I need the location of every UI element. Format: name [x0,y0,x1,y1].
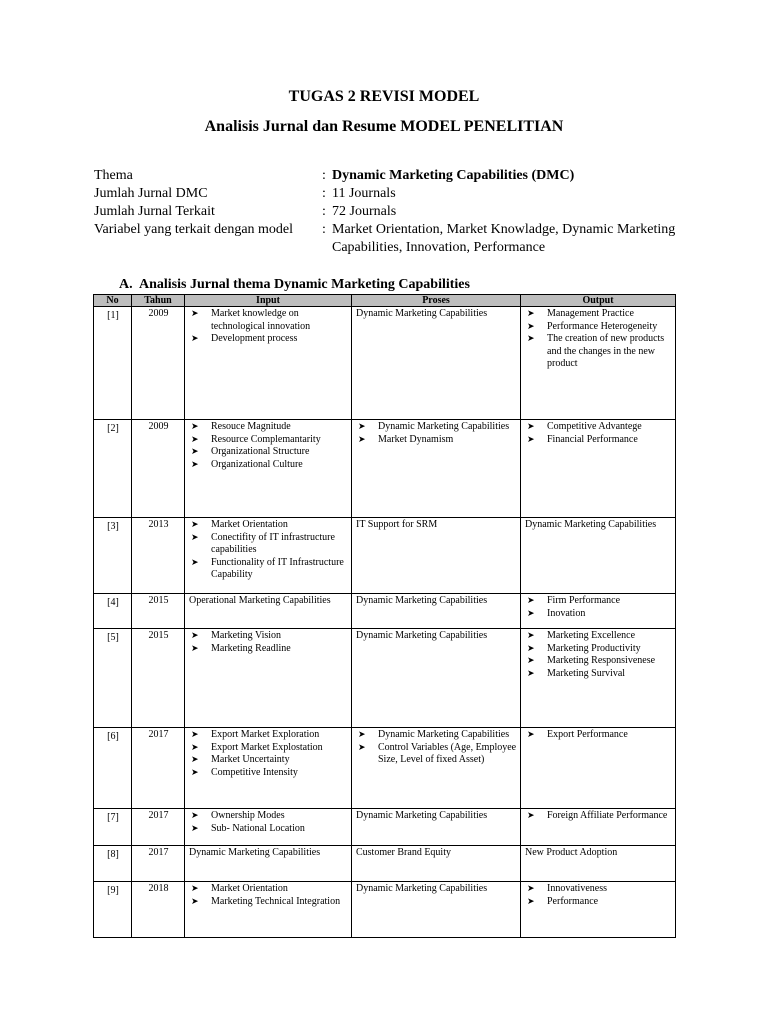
meta-separator: : [322,222,326,237]
cell-process-text: IT Support for SRM [356,519,438,530]
cell-year: 2017 [132,728,185,809]
cell-input [185,629,352,728]
list-item-text: Marketing Excellence [547,630,636,641]
cell-year: 2015 [132,629,185,728]
list-item [189,557,348,582]
cell-process [352,728,521,809]
cell-no: [6] [94,728,132,809]
list-item-text: Marketing Readline [211,642,291,654]
list-item [189,643,348,656]
list-item [525,308,672,321]
list-item [356,729,517,742]
meta-key: Thema [94,168,133,183]
list-item [189,333,348,346]
cell-input-list [189,308,348,346]
table-row [94,846,676,882]
cell-no: [1] [94,307,132,420]
table-row [94,882,676,938]
cell-output [521,728,676,809]
list-item [189,434,348,447]
list-item-text: Resource Complemantarity [211,433,321,445]
cell-output [521,629,676,728]
list-item [189,446,348,459]
cell-output [521,307,676,420]
header-input: Input [185,295,352,307]
cell-no: [9] [94,882,132,938]
cell-input-list [189,421,348,471]
cell-output [521,518,676,594]
cell-process [352,594,521,629]
list-item-text: Market Orientation [211,883,288,894]
cell-output-text: Dynamic Marketing Capabilities [525,519,657,530]
list-item-text: Development process [211,333,298,344]
list-item [525,729,672,742]
table-row [94,809,676,846]
list-item-text: Dynamic Marketing Capabilities [378,729,510,740]
list-item [189,421,348,434]
list-item-text: Firm Performance [547,595,621,606]
meta-key: Jumlah Jurnal Terkait [94,204,215,219]
cell-output [521,846,676,882]
cell-input-list [189,810,348,835]
cell-output [521,882,676,938]
table-header-row [94,295,676,307]
section-letter: A. [119,277,133,292]
list-item-text: Competitive Advantege [547,421,642,432]
table-row [94,420,676,518]
cell-process [352,307,521,420]
document-subtitle: Analisis Jurnal dan Resume MODEL PENELITIAN [204,118,564,135]
header-proses: Proses [352,295,521,307]
cell-no: [3] [94,518,132,594]
list-item-text: Innovativeness [547,883,607,894]
list-item-text: Financial Performance [547,433,638,445]
cell-input [185,809,352,846]
list-item [189,729,348,742]
list-item-text: Market Orientation [211,519,288,530]
meta-key: Variabel yang terkait dengan model [94,222,294,237]
cell-process [352,420,521,518]
cell-input [185,728,352,809]
cell-output-list [525,810,672,823]
cell-process-text: Dynamic Marketing Capabilities [356,810,488,821]
list-item-text: Market Dynamism [378,433,454,445]
list-item-text: The creation of new products and the changes in the new product [547,333,665,369]
cell-output-text: New Product Adoption [525,847,618,858]
list-item-text: Marketing Productivity [547,642,641,654]
cell-output-list [525,308,672,371]
list-item [189,754,348,767]
list-item [525,810,672,823]
meta-row [94,167,694,185]
cell-year: 2013 [132,518,185,594]
cell-process-text: Dynamic Marketing Capabilities [356,630,488,641]
list-item-text: Export Market Exploration [211,729,320,740]
cell-output [521,594,676,629]
header-tahun: Tahun [132,295,185,307]
list-item-text: Export Market Explostation [211,741,323,753]
list-item [525,668,672,681]
cell-output-list [525,421,672,446]
meta-key: Jumlah Jurnal DMC [94,186,208,201]
cell-process [352,518,521,594]
cell-no: [4] [94,594,132,629]
list-item [525,595,672,608]
list-item [525,655,672,668]
document-title: TUGAS 2 REVISI MODEL [288,88,480,105]
list-item-text: Marketing Responsivenese [547,655,656,666]
cell-output-list [525,595,672,620]
list-item [189,810,348,823]
cell-process [352,882,521,938]
table-row [94,629,676,728]
meta-value: 72 Journals [332,204,397,219]
list-item-text: Performance [547,895,599,907]
list-item [189,630,348,643]
cell-output-list [525,729,672,742]
list-item-text: Market Uncertainty [211,754,290,765]
list-item-text: Functionality of IT Infrastructure Capability [211,556,344,580]
list-item [356,742,517,767]
cell-input [185,846,352,882]
list-item-text: Sub- National Location [211,822,305,834]
table-row [94,594,676,629]
list-item-text: Inovation [547,607,586,619]
cell-year: 2017 [132,846,185,882]
cell-input-list [189,729,348,779]
meta-separator: : [322,168,326,183]
header-no: No [94,295,132,307]
list-item-text: Marketing Vision [211,630,282,641]
cell-input-list [189,519,348,582]
list-item [525,896,672,909]
list-item-text: Export Performance [547,729,628,740]
list-item-text: Organizational Culture [211,458,303,470]
list-item [525,321,672,334]
cell-process [352,809,521,846]
meta-value: Market Orientation, Market Knowladge, Dynamic Marketing Capabilities, Innovation, Performance [332,222,676,255]
list-item [525,643,672,656]
cell-input [185,307,352,420]
cell-no: [8] [94,846,132,882]
cell-process [352,629,521,728]
list-item [525,421,672,434]
list-item-text: Performance Heterogeneity [547,320,658,332]
list-item [356,434,517,447]
cell-year: 2009 [132,307,185,420]
cell-process-text: Dynamic Marketing Capabilities [356,595,488,606]
cell-input-list [189,883,348,908]
list-item-text: Organizational Structure [211,446,310,457]
journal-analysis-table [93,294,676,938]
cell-process-text: Dynamic Marketing Capabilities [356,883,488,894]
table-row [94,307,676,420]
cell-year: 2018 [132,882,185,938]
list-item [525,608,672,621]
cell-input [185,882,352,938]
list-item [189,519,348,532]
list-item [525,434,672,447]
list-item-text: Ownership Modes [211,810,285,821]
meta-row [94,221,694,257]
table-row [94,728,676,809]
section-heading [119,277,470,293]
list-item [189,883,348,896]
cell-input-list [189,630,348,655]
cell-no: [2] [94,420,132,518]
list-item [189,767,348,780]
cell-year: 2015 [132,594,185,629]
cell-process-text: Customer Brand Equity [356,847,451,858]
cell-output [521,420,676,518]
cell-input [185,420,352,518]
cell-input [185,518,352,594]
cell-output-list [525,630,672,680]
list-item [189,459,348,472]
list-item [525,883,672,896]
list-item [189,742,348,755]
cell-process [352,846,521,882]
meta-separator: : [322,204,326,219]
list-item-text: Control Variables (Age, Employee Size, Level of fixed Asset) [378,741,517,765]
list-item-text: Market knowledge on technological innovation [211,308,311,332]
section-title: Analisis Jurnal thema Dynamic Marketing Capabilities [139,277,470,292]
list-item-text: Competitive Intensity [211,766,298,778]
cell-year: 2009 [132,420,185,518]
metadata-block [94,167,694,257]
cell-input [185,594,352,629]
list-item [189,823,348,836]
list-item [189,308,348,333]
cell-process-list [356,729,517,767]
meta-row [94,185,694,203]
list-item-text: Management Practice [547,308,634,319]
list-item [189,532,348,557]
list-item [189,896,348,909]
cell-input-text: Operational Marketing Capabilities [189,595,331,606]
cell-output-list [525,883,672,908]
list-item-text: Conectifity of IT infrastructure capabilities [211,531,335,555]
cell-process-list [356,421,517,446]
meta-value: 11 Journals [332,186,396,201]
header-output: Output [521,295,676,307]
meta-separator: : [322,186,326,201]
list-item [525,333,672,371]
table-row [94,518,676,594]
list-item [356,421,517,434]
cell-process-text: Dynamic Marketing Capabilities [356,308,488,319]
list-item [525,630,672,643]
cell-no: [5] [94,629,132,728]
cell-year: 2017 [132,809,185,846]
list-item-text: Marketing Survival [547,667,626,679]
cell-input-text: Dynamic Marketing Capabilities [189,847,321,858]
cell-no: [7] [94,809,132,846]
meta-value: Dynamic Marketing Capabilities (DMC) [332,168,575,183]
meta-row [94,203,694,221]
list-item-text: Dynamic Marketing Capabilities [378,421,510,432]
cell-output [521,809,676,846]
list-item-text: Foreign Affiliate Performance [547,810,668,821]
list-item-text: Marketing Technical Integration [211,895,341,907]
list-item-text: Resouce Magnitude [211,421,291,432]
